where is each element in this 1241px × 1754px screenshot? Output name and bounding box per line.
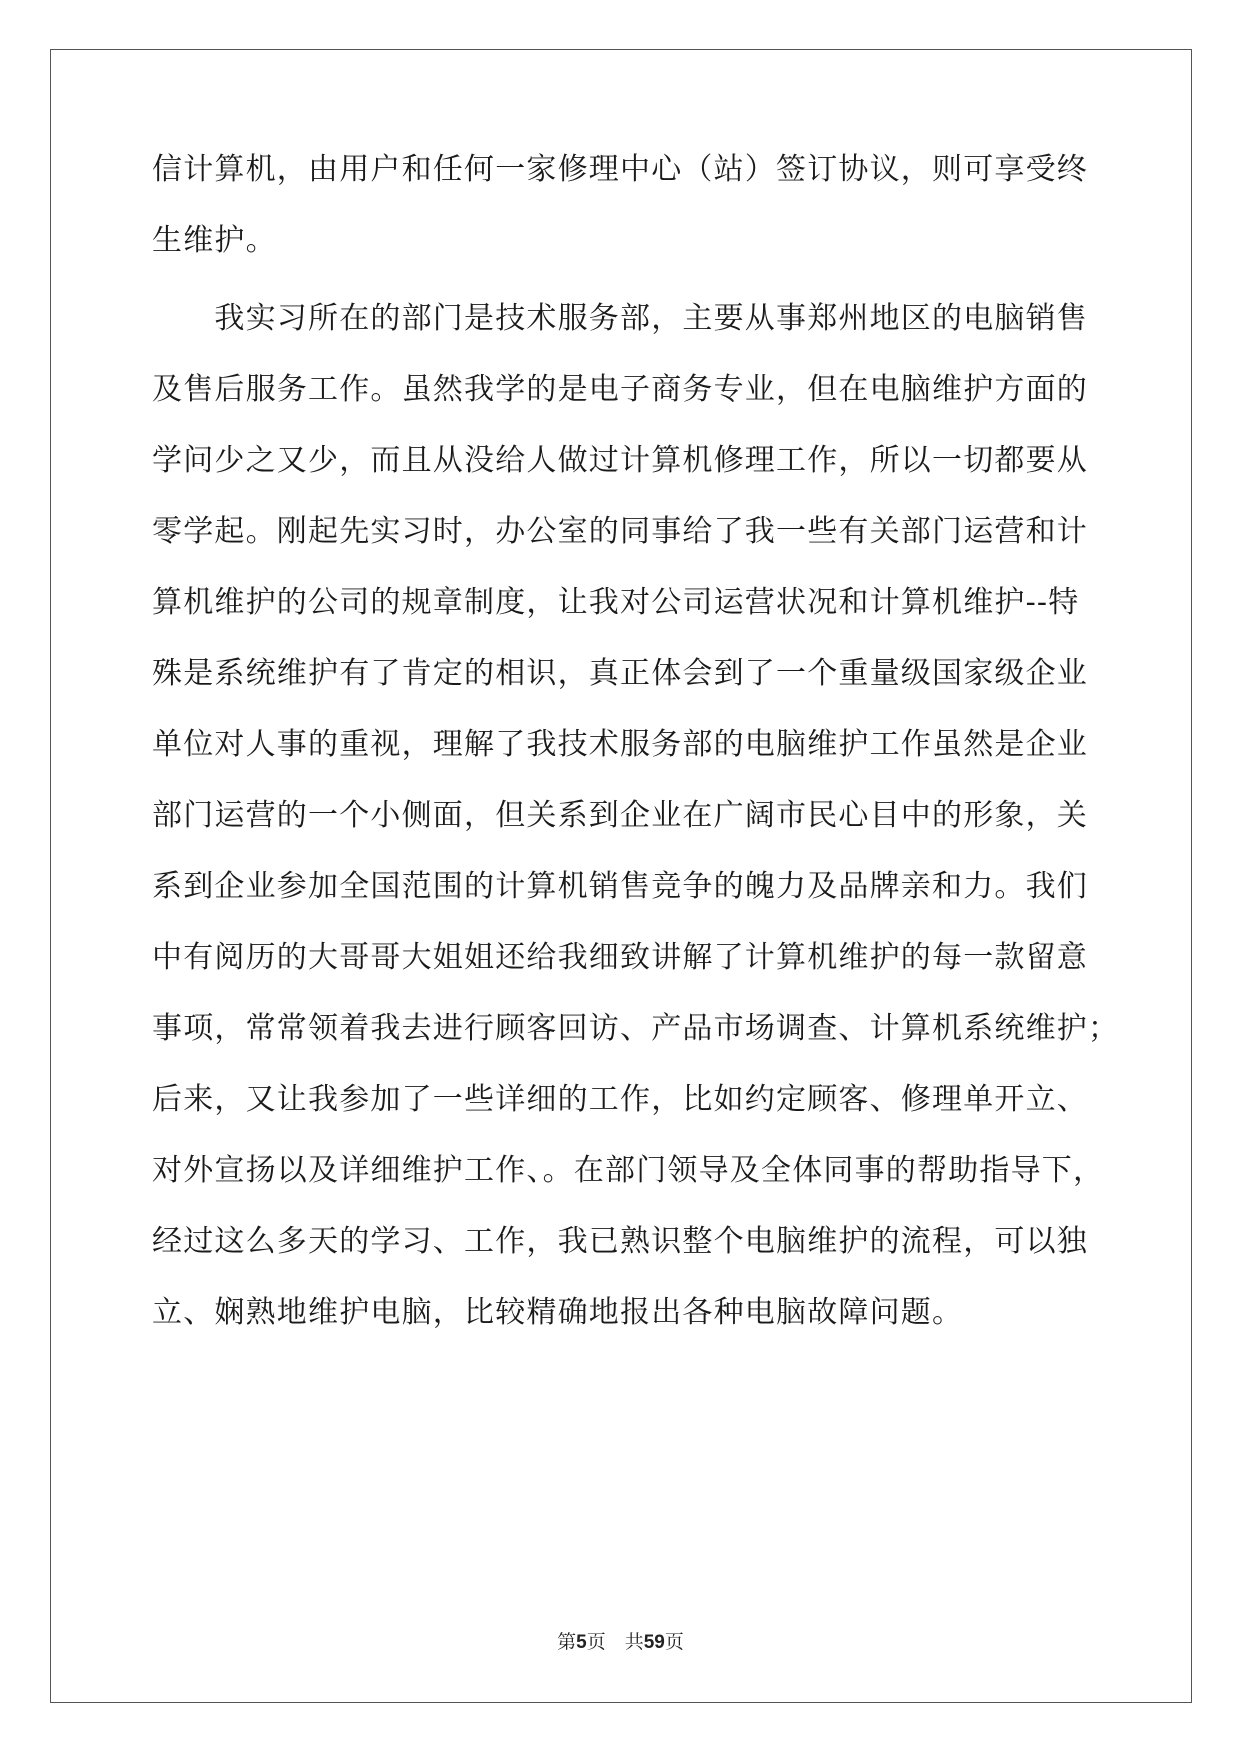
text-line: 立、娴熟地维护电脑，比较精确地报出各种电脑故障问题。 [152,1295,964,1330]
footer-prefix: 第 [557,1631,577,1653]
text-line: 零学起。刚起先实习时，办公室的同事给了我一些有关部门运营和计 [152,514,1088,549]
text-line: 系到企业参加全国范围的计算机销售竞争的魄力及品牌亲和力。我们 [152,869,1088,904]
current-page-number: 5 [576,1632,587,1653]
text-line: 信计算机，由用户和任何一家修理中心（站）签订协议，则可享受终 [152,152,1088,187]
text-line: 及售后服务工作。虽然我学的是电子商务专业，但在电脑维护方面的 [152,372,1088,407]
text-line: 后来，又让我参加了一些详细的工作，比如约定顾客、修理单开立、 [152,1082,1088,1117]
page-footer [0,1630,1241,1655]
footer-suffix: 页 [664,1631,684,1653]
text-line: 经过这么多天的学习、工作，我已熟识整个电脑维护的流程，可以独 [152,1224,1088,1259]
text-line: 对外宣扬以及详细维护工作、。在部门领导及全体同事的帮助指导下， [152,1153,1105,1188]
text-line: 我实习所在的部门是技术服务部，主要从事郑州地区的电脑销售 [152,301,1088,336]
text-line: 算机维护的公司的规章制度，让我对公司运营状况和计算机维护--特 [152,585,1080,620]
text-line: 学问少之又少，而且从没给人做过计算机修理工作，所以一切都要从 [152,443,1088,478]
footer-mid: 页 共 [586,1631,644,1653]
text-line: 部门运营的一个小侧面，但关系到企业在广阔市民心目中的形象，关 [152,798,1088,833]
text-line: 中有阅历的大哥哥大姐姐还给我细致讲解了计算机维护的每一款留意 [152,940,1088,975]
text-line: 单位对人事的重视，理解了我技术服务部的电脑维护工作虽然是企业 [152,727,1088,762]
total-page-count: 59 [643,1632,665,1653]
text-line: 事项，常常领着我去进行顾客回访、产品市场调查、计算机系统维护； [152,1011,1120,1046]
text-line: 殊是系统维护有了肯定的相识，真正体会到了一个重量级国家级企业 [152,656,1088,691]
text-line: 生维护。 [152,223,277,258]
